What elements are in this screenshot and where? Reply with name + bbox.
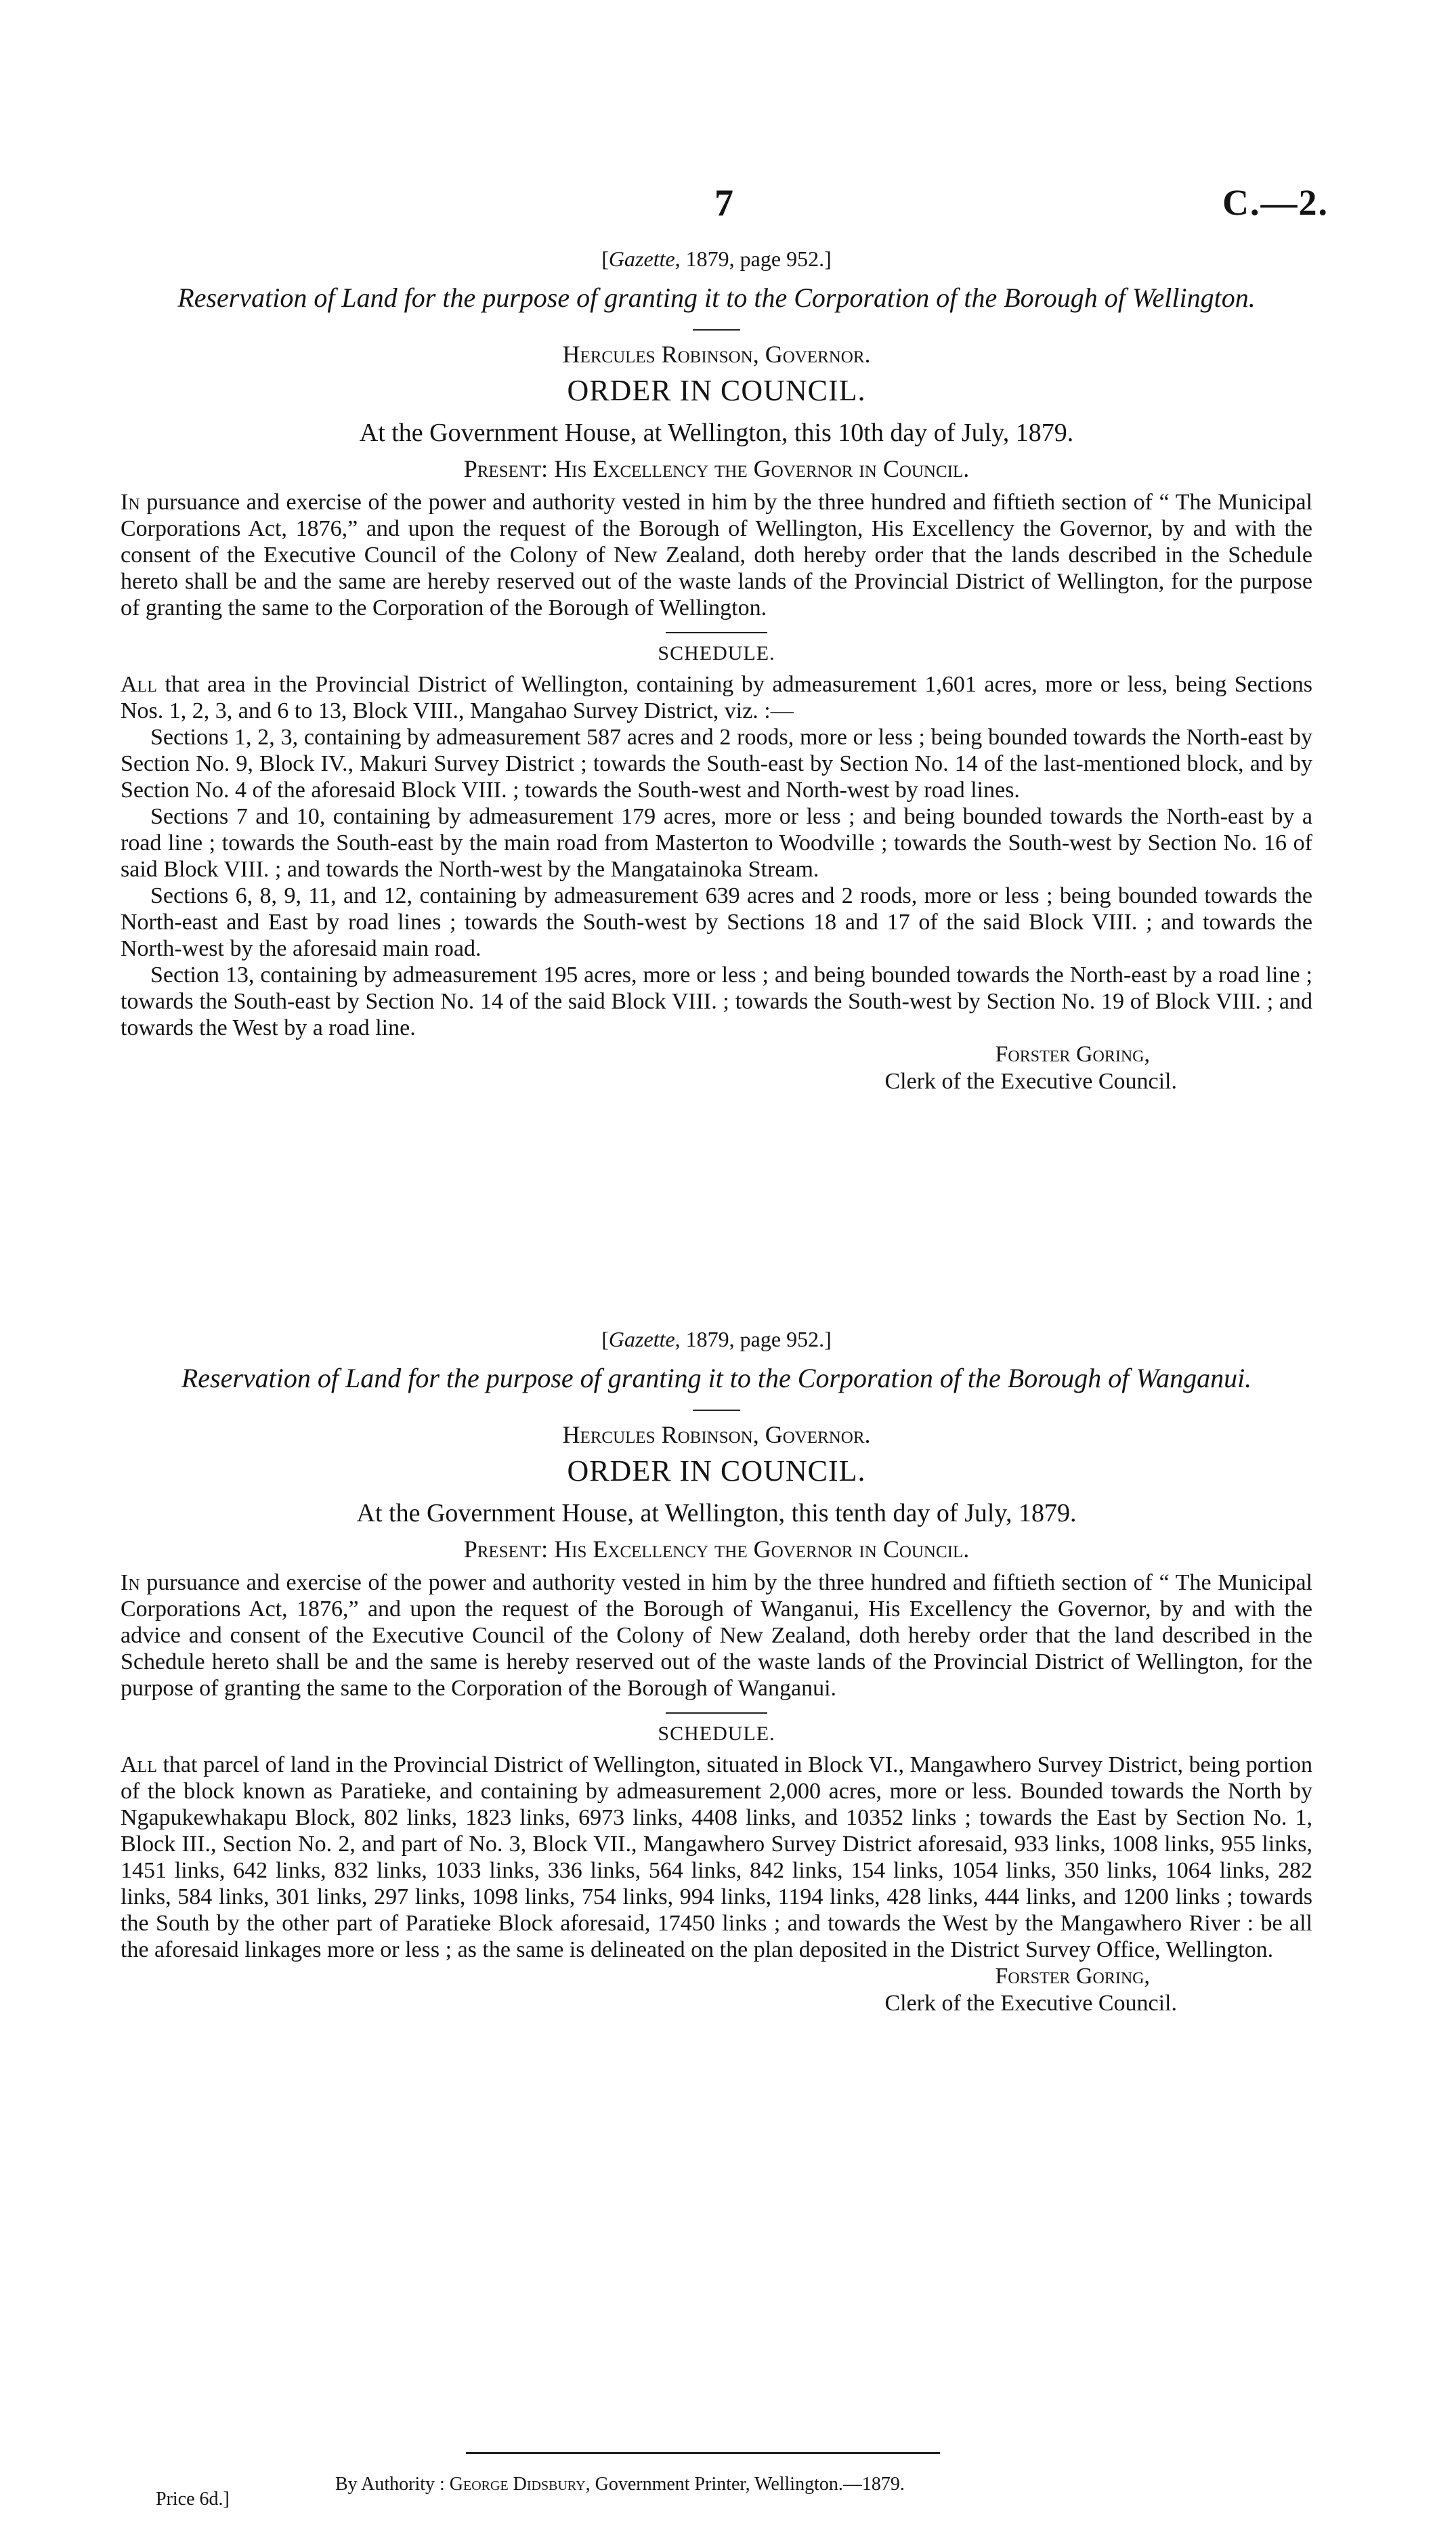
notice-title: Reservation of Land for the purpose of granting it to the Corporation of the Borough of Wanganui.	[181, 1363, 1252, 1393]
page-header	[0, 182, 1456, 229]
schedule-paragraph: Sections 6, 8, 9, 11, and 12, containing by admeasurement 639 acres and 2 roods, more or less ; being bounded towards the North-east and East by road lines ; towards the South-west by Sections 18 and 17 of the said Block VIII. ; and towards the North-west by the aforesaid main road.	[121, 883, 1312, 961]
signature-block	[121, 1963, 1312, 2017]
footer-divider	[466, 2452, 940, 2454]
location-date-line: At the Government House, at Wellington, this 10th day of July, 1879.	[359, 419, 1074, 447]
divider	[693, 329, 740, 331]
signature-block	[121, 1041, 1312, 1095]
notice-wellington	[121, 244, 1312, 1095]
divider	[666, 632, 767, 633]
divider	[666, 1712, 767, 1714]
schedule-heading: SCHEDULE.	[658, 1723, 775, 1745]
order-body: In pursuance and exercise of the power and authority vested in him by the three hundred and fiftieth section of “ The Municipal Corporations Act, 1876,” and upon the request of the Borough of Wanganui, His Excellency the Governor, by and with the advice and consent of the Executive Council of the Colony of New Zealand, doth hereby order that the land described in the Schedule hereto shall be and the same is hereby reserved out of the waste lands of the Provincial District of Wellington, for the purpose of granting the same to the Corporation of the Borough of Wanganui.	[121, 1570, 1312, 1701]
schedule-paragraph: Section 13, containing by admeasurement 195 acres, more or less ; and being bounded towards the North-east by a road line ; towards the South-east by Section No. 14 of the said Block VIII. ; towards the South-west by Section No. 19 of Block VIII. ; and towards the West by a road line.	[121, 963, 1312, 1040]
gazette-citation: [Gazette, 1879, page 952.]	[601, 247, 832, 271]
location-date-line: At the Government House, at Wellington, this tenth day of July, 1879.	[356, 1499, 1077, 1527]
signatory-title: Clerk of the Executive Council.	[884, 1991, 1177, 2016]
document-reference: C.—2.	[1222, 182, 1329, 223]
schedule-heading: SCHEDULE.	[658, 642, 775, 664]
notice-title: Reservation of Land for the purpose of granting it to the Corporation of the Borough of Wellington.	[177, 282, 1256, 313]
printer-authority: By Authority : George Didsbury, Government Printer, Wellington.—1879.	[335, 2474, 905, 2495]
page-number: 7	[714, 182, 733, 224]
divider	[693, 1410, 740, 1411]
price-label: Price 6d.]	[156, 2489, 230, 2510]
schedule-paragraph: Sections 1, 2, 3, containing by admeasurement 587 acres and 2 roods, more or less ; being bounded towards the North-east by Section No. 9, Block IV., Makuri Survey District ; towards the South-east by Section No. 14 of the last-mentioned block, and by Section No. 4 of the aforesaid Block VIII. ; towards the South-west and North-west by road lines.	[121, 725, 1312, 803]
governor-line: Hercules Robinson, Governor.	[562, 341, 871, 368]
order-heading: ORDER IN COUNCIL.	[567, 374, 866, 407]
order-body: In pursuance and exercise of the power and authority vested in him by the three hundred and fiftieth section of “ The Municipal Corporations Act, 1876,” and upon the request of the Borough of Wellington, His Excellency the Governor, by and with the consent of the Executive Council of the Colony of New Zealand, doth hereby order that the lands described in the Schedule hereto shall be and the same are hereby reserved out of the waste lands of the Provincial District of Wellington, for the purpose of granting the same to the Corporation of the Borough of Wellington.	[121, 490, 1312, 620]
notice-wanganui	[121, 1324, 1312, 2017]
present-line: Present: His Excellency the Governor in Council.	[463, 1536, 970, 1563]
schedule-body: All that parcel of land in the Provincial District of Wellington, situated in Block VI., Mangawhero Survey District, being portion of the block known as Paratieke, and containing by admeasurement 2,000 acres, more or less. Bounded towards the North by Ngapukewhakapu Block, 802 links, 1823 links, 6973 links, 4408 links, and 10352 links ; towards the East by Section No. 1, Block III., Section No. 2, and part of No. 3, Block VII., Mangawhero Survey District aforesaid, 933 links, 1008 links, 955 links, 1451 links, 642 links, 832 links, 1033 links, 336 links, 564 links, 842 links, 154 links, 1054 links, 350 links, 1064 links, 282 links, 584 links, 301 links, 297 links, 1098 links, 754 links, 994 links, 1194 links, 428 links, 444 links, and 1200 links ; towards the South by the other part of Paratieke Block aforesaid, 17450 links ; and towards the West by the Mangawhero River : be all the aforesaid linkages more or less ; as the same is delineated on the plan deposited in the District Survey Office, Wellington.	[121, 1752, 1312, 1962]
schedule-intro: All that area in the Provincial District of Wellington, containing by admeasurement 1,601 acres, more or less, being Sections Nos. 1, 2, 3, and 6 to 13, Block VIII., Mangahao Survey District, viz. :—	[121, 672, 1312, 723]
signatory-name: Forster Goring,	[995, 1964, 1150, 1989]
schedule-paragraph: Sections 7 and 10, containing by admeasurement 179 acres, more or less ; and being bounded towards the North-east by a road line ; towards the South-east by the main road from Masterton to Woodville ; towards the South-west by Section No. 16 of said Block VIII. ; and towards the North-west by the Mangatainoka Stream.	[121, 804, 1312, 882]
signatory-title: Clerk of the Executive Council.	[884, 1069, 1177, 1094]
gazette-citation: [Gazette, 1879, page 952.]	[601, 1327, 832, 1351]
order-heading: ORDER IN COUNCIL.	[567, 1454, 866, 1487]
signatory-name: Forster Goring,	[995, 1042, 1150, 1067]
present-line: Present: His Excellency the Governor in Council.	[463, 455, 970, 482]
governor-line: Hercules Robinson, Governor.	[562, 1421, 871, 1448]
